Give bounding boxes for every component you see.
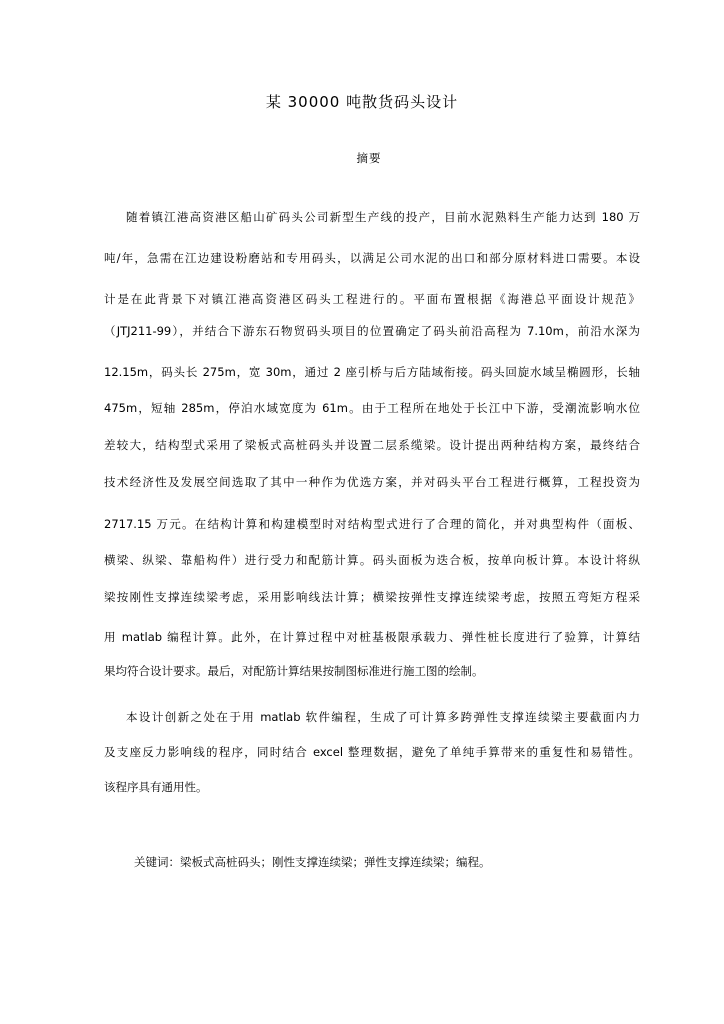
text-line: 12.15m，码头长 275m，宽 30m，通过 2 座引桥与后方陆域衔接。码头回旋水域呈椭圆形，长轴 [104,365,640,379]
text-line: 差较大，结构型式采用了梁板式高桩码头并设置二层系缆梁。设计提出两种结构方案，最终结合 [104,438,640,452]
abstract-heading: 摘要 [356,151,382,165]
text-line: 2717.15 万元。在结构计算和构建模型时对结构型式进行了合理的简化，并对典型构件（面板、 [104,517,640,531]
text-line: 横梁、纵梁、靠船构件）进行受力和配筋计算。码头面板为迭合板，按单向板计算。本设计将纵 [104,553,640,567]
text-line: 吨/年，急需在江边建设粉磨站和专用码头，以满足公司水泥的出口和部分原材料进口需要。本设 [104,251,640,265]
text-line: （JTJ211-99），并结合下游东石物贸码头项目的位置确定了码头前沿高程为 7.10m，前沿水深为 [104,324,640,338]
text-line: 计是在此背景下对镇江港高资港区码头工程进行的。平面布置根据《海港总平面设计规范》 [104,292,640,306]
text-line: 技术经济性及发展空间选取了其中一种作为优选方案，并对码头平台工程进行概算，工程投资为 [104,475,640,489]
text-line: 475m，短轴 285m，停泊水域宽度为 61m。由于工程所在地处于长江中下游，受潮流影响水位 [104,401,640,415]
text-line: 本设计创新之处在于用 matlab 软件编程，生成了可计算多跨弹性支撑连续梁主要截面内力 [126,710,640,724]
keywords-line: 关键词：梁板式高桩码头；刚性支撑连续梁；弹性支撑连续梁；编程。 [134,855,491,869]
text-line: 果均符合设计要求。最后，对配筋计算结果按制图标准进行施工图的绘制。 [104,664,484,678]
text-line: 随着镇江港高资港区船山矿码头公司新型生产线的投产，目前水泥熟料生产能力达到 180 万 [126,210,640,224]
document-title: 某 30000 吨散货码头设计 [265,93,459,111]
text-line: 及支座反力影响线的程序，同时结合 excel 整理数据，避免了单纯手算带来的重复性和易错性。 [104,745,640,759]
text-line: 该程序具有通用性。 [104,780,208,794]
text-line: 梁按刚性支撑连续梁考虑，采用影响线法计算；横梁按弹性支撑连续梁考虑，按照五弯矩方程采 [104,590,640,604]
text-line: 用 matlab 编程计算。此外，在计算过程中对桩基极限承载力、弹性桩长度进行了验算，计算结 [104,630,640,644]
